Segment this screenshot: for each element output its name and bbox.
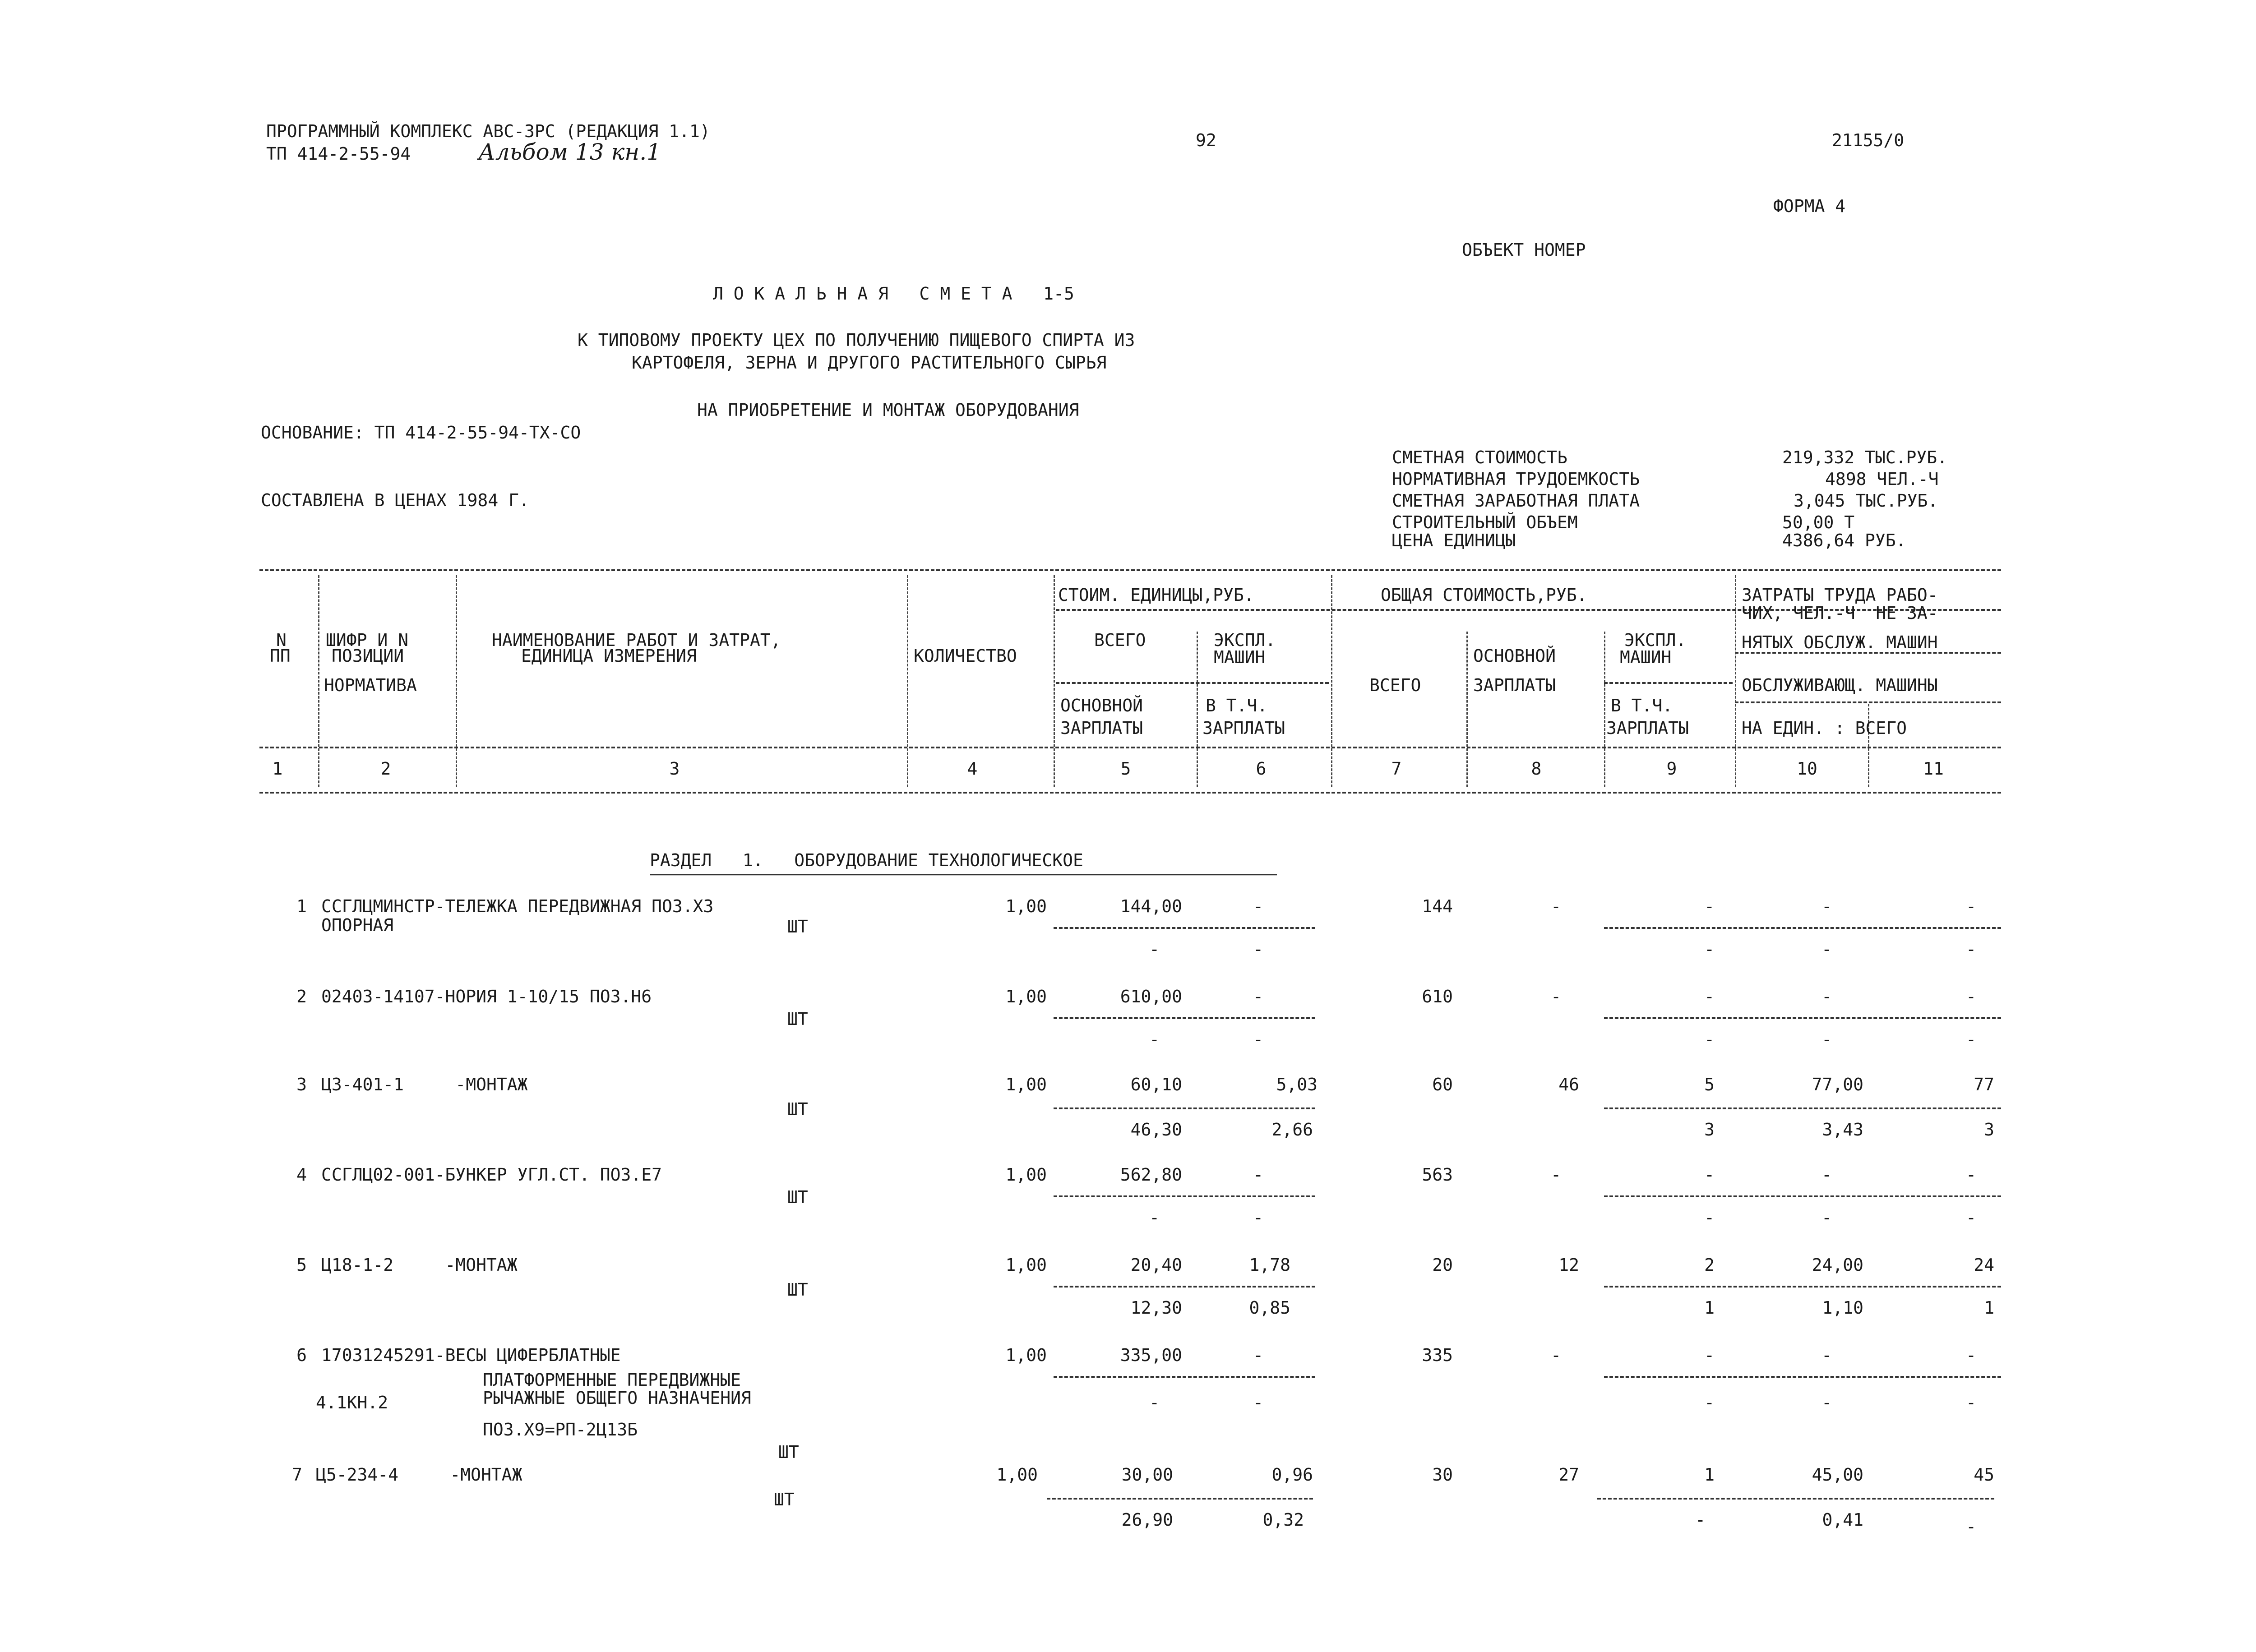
row-unit: ШТ <box>787 1187 808 1207</box>
summary-wage-label: СМЕТНАЯ ЗАРАБОТНАЯ ПЛАТА <box>1392 491 1640 511</box>
row-labor-total: - <box>1966 1345 1976 1365</box>
row-labor-unit-b: - <box>1821 1393 1832 1412</box>
col-unit-expl-1: ЭКСПЛ. <box>1214 630 1276 650</box>
basis-label: ОСНОВАНИЕ: ТП 414-2-55-94-ТХ-СО <box>261 423 581 443</box>
row-labor-unit: 45,00 <box>1812 1465 1863 1485</box>
row-labor-total-b: - <box>1966 1208 1976 1227</box>
row-total-basic: - <box>1551 987 1561 1006</box>
program-label: ПРОГРАММНЫЙ КОМПЛЕКС АВС-3РС (РЕДАКЦИЯ 1.1) <box>266 121 710 141</box>
col-labor-5: НА ЕДИН. : ВСЕГО <box>1742 718 1907 738</box>
row-unit-basic: 12,30 <box>1130 1298 1182 1318</box>
row-unit-all: 60,10 <box>1130 1075 1182 1094</box>
colnum-10: 10 <box>1797 759 1817 779</box>
vsep-6 <box>1331 575 1332 787</box>
row-sub-rule <box>1054 1286 1315 1287</box>
row-sub-rule <box>1054 1107 1315 1109</box>
row-qty: 1,00 <box>1005 896 1047 916</box>
row-sub-rule-right <box>1604 927 2001 929</box>
vsep-5 <box>1197 632 1198 787</box>
row-labor-unit: 77,00 <box>1812 1075 1863 1094</box>
row-labor-total: - <box>1966 1165 1976 1185</box>
row-labor-total-b: - <box>1966 1393 1976 1412</box>
col-labor-1: ЗАТРАТЫ ТРУДА РАБО- <box>1742 585 1938 605</box>
row-unit-all: 335,00 <box>1120 1345 1182 1365</box>
row-sub-rule <box>1054 927 1315 929</box>
colnum-5: 5 <box>1120 759 1131 779</box>
handwritten-note: Альбом 13 кн.1 <box>478 139 661 165</box>
summary-cost-label: СМЕТНАЯ СТОИМОСТЬ <box>1392 448 1567 467</box>
row-labor-unit-b: 3,43 <box>1822 1120 1863 1140</box>
row-code: 17031245291-ВЕСЫ ЦИФЕРБЛАТНЫЕ <box>321 1345 621 1365</box>
row-qty: 1,00 <box>1005 1345 1047 1365</box>
row-unit-incl: - <box>1253 1393 1263 1412</box>
row-sub-rule-right <box>1604 1017 2001 1019</box>
row-unit-incl: - <box>1253 1029 1263 1049</box>
row-unit-expl: - <box>1253 987 1263 1006</box>
row-labor-total-b: 1 <box>1984 1298 1994 1318</box>
row-code: ССГЛЦ02-001-БУНКЕР УГЛ.СТ. ПОЗ.Е7 <box>321 1165 662 1185</box>
row-labor-total-b: - <box>1966 939 1976 959</box>
row-unit-all: 30,00 <box>1121 1465 1173 1485</box>
row-labor-total: - <box>1966 896 1976 916</box>
row-unit-basic: 26,90 <box>1121 1510 1173 1530</box>
colnum-4: 4 <box>967 759 978 779</box>
section-underline <box>650 874 1277 879</box>
row-qty: 1,00 <box>996 1465 1038 1485</box>
title-line-3: НА ПРИОБРЕТЕНИЕ И МОНТАЖ ОБОРУДОВАНИЯ <box>697 400 1079 420</box>
colnum-3: 3 <box>669 759 680 779</box>
row-unit-basic: - <box>1149 1208 1160 1227</box>
col-total-basic-1: ОСНОВНОЙ <box>1473 646 1556 666</box>
row-code: Ц5-234-4 -МОНТАЖ <box>316 1465 522 1485</box>
header-sub-rule-3 <box>1604 682 1733 684</box>
row-unit-basic: - <box>1149 1393 1160 1412</box>
row-unit-incl: 0,32 <box>1262 1510 1304 1530</box>
header-sub-rule-2 <box>1056 682 1329 684</box>
row-labor-total: 77 <box>1974 1075 1994 1094</box>
row-total-expl: - <box>1704 1165 1715 1185</box>
row-labor-unit: - <box>1821 1165 1832 1185</box>
row-code: Ц3-401-1 -МОНТАЖ <box>321 1075 528 1094</box>
row-name-2: ОПОРНАЯ <box>321 915 394 935</box>
vsep-10 <box>1868 704 1869 787</box>
row-unit-expl: 1,78 <box>1249 1255 1290 1275</box>
col-total-expl-2: МАШИН <box>1620 647 1672 667</box>
row-name-2: ПЛАТФОРМЕННЫЕ ПЕРЕДВИЖНЫЕ <box>483 1370 741 1390</box>
col-name-1: НАИМЕНОВАНИЕ РАБОТ И ЗАТРАТ, <box>492 630 781 650</box>
summary-wage-value: 3,045 ТЫС.РУБ. <box>1794 491 1938 511</box>
row-total-basic: - <box>1551 1165 1561 1185</box>
header-sub-rule-5 <box>1735 701 2001 703</box>
summary-labor-value: 4898 ЧЕЛ.-Ч <box>1825 469 1939 489</box>
row-total-expl: - <box>1704 896 1715 916</box>
row-total-expl: 5 <box>1704 1075 1715 1094</box>
estimate-title: Л О К А Л Ь Н А Я С М Е Т А 1-5 <box>713 284 1074 304</box>
row-total-incl: - <box>1704 1029 1715 1049</box>
col-total-incl-1: В Т.Ч. <box>1611 696 1673 715</box>
summary-cost-value: 219,332 ТЫС.РУБ. <box>1782 448 1948 467</box>
row-unit: ШТ <box>787 1099 808 1119</box>
row-total-expl: 1 <box>1704 1465 1715 1485</box>
row-total-basic: 12 <box>1558 1255 1579 1275</box>
row-total-incl: 1 <box>1704 1298 1715 1318</box>
vsep-2 <box>456 575 457 787</box>
row-qty: 1,00 <box>1005 1165 1047 1185</box>
row-sub-rule <box>1054 1376 1315 1378</box>
colnum-2: 2 <box>380 759 391 779</box>
summary-volume-label: СТРОИТЕЛЬНЫЙ ОБЪЕМ <box>1392 512 1578 532</box>
row-sub-rule-right <box>1604 1286 2001 1287</box>
row-unit-expl: - <box>1253 896 1263 916</box>
row-unit-basic: - <box>1149 939 1160 959</box>
row-number: 4 <box>296 1165 307 1185</box>
row-unit-all: 144,00 <box>1120 896 1182 916</box>
row-name-3: РЫЧАЖНЫЕ ОБЩЕГО НАЗНАЧЕНИЯ <box>483 1388 751 1408</box>
col-unit-expl-2: МАШИН <box>1214 647 1266 667</box>
col-total-basic-2: ЗАРПЛАТЫ <box>1473 675 1556 695</box>
row-sub-rule-right <box>1604 1195 2001 1197</box>
row-total-incl: - <box>1704 939 1715 959</box>
header-top-rule <box>259 569 2001 571</box>
row-total-basic: 46 <box>1558 1075 1579 1094</box>
colnum-8: 8 <box>1531 759 1542 779</box>
tp-label: ТП 414-2-55-94 <box>266 144 411 164</box>
row-sub-rule <box>1047 1498 1313 1500</box>
row-unit: ШТ <box>787 917 808 937</box>
colnum-7: 7 <box>1391 759 1402 779</box>
vsep-9 <box>1735 575 1736 787</box>
header-bottom-rule <box>259 747 2001 748</box>
row-labor-total-b: - <box>1966 1517 1976 1537</box>
row-labor-unit-b: - <box>1821 939 1832 959</box>
row-labor-unit-b: - <box>1821 1029 1832 1049</box>
row-qty: 1,00 <box>1005 1255 1047 1275</box>
col-unit-incl-2: ЗАРПЛАТЫ <box>1202 718 1285 738</box>
row-number: 3 <box>296 1075 307 1094</box>
row-labor-total-b: 3 <box>1984 1120 1994 1140</box>
row-code: 02403-14107-НОРИЯ 1-10/15 ПОЗ.Н6 <box>321 987 652 1006</box>
row-unit: ШТ <box>778 1442 799 1462</box>
col-unit-incl-1: В Т.Ч. <box>1206 696 1268 715</box>
row-qty: 1,00 <box>1005 1075 1047 1094</box>
colnum-11: 11 <box>1923 759 1944 779</box>
form-label: ФОРМА 4 <box>1773 196 1846 216</box>
row-unit-incl: 0,85 <box>1249 1298 1290 1318</box>
vsep-7 <box>1466 632 1468 787</box>
row-unit: ШТ <box>787 1280 808 1300</box>
col-name-2: ЕДИНИЦА ИЗМЕРЕНИЯ <box>521 646 697 666</box>
row-total-incl: - <box>1704 1208 1715 1227</box>
prices-label: СОСТАВЛЕНА В ЦЕНАХ 1984 Г. <box>261 490 529 510</box>
row-unit-expl: 0,96 <box>1271 1465 1313 1485</box>
col-labor-4: ОБСЛУЖИВАЮЩ. МАШИНЫ <box>1742 675 1938 695</box>
col-code-2: ПОЗИЦИИ <box>332 646 404 666</box>
row-total-expl: - <box>1704 987 1715 1006</box>
row-number: 6 <box>296 1345 307 1365</box>
col-qty: КОЛИЧЕСТВО <box>914 646 1017 666</box>
row-labor-total: 45 <box>1974 1465 1994 1485</box>
object-label: ОБЪЕКТ НОМЕР <box>1462 240 1586 260</box>
row-labor-total: 24 <box>1974 1255 1994 1275</box>
row-total: 335 <box>1422 1345 1453 1365</box>
row-unit-all: 562,80 <box>1120 1165 1182 1185</box>
row-sub-rule-right <box>1604 1107 2001 1109</box>
row-unit-expl: - <box>1253 1165 1263 1185</box>
col-labor-2: ЧИХ, ЧЕЛ.-Ч НЕ ЗА- <box>1742 603 1938 623</box>
row-unit-basic: - <box>1149 1029 1160 1049</box>
row-unit-incl: - <box>1253 1208 1263 1227</box>
col-total-expl-1: ЭКСПЛ. <box>1624 630 1687 650</box>
row-code: ССГЛЦМИНСТР-ТЕЛЕЖКА ПЕРЕДВИЖНАЯ ПОЗ.Х3 <box>321 896 714 916</box>
row-labor-total: - <box>1966 987 1976 1006</box>
col-unit-all: ВСЕГО <box>1094 630 1146 650</box>
row-unit: ШТ <box>787 1009 808 1029</box>
row-unit-expl: - <box>1253 1345 1263 1365</box>
row-total-expl: - <box>1704 1345 1715 1365</box>
row-total-basic: 27 <box>1558 1465 1579 1485</box>
col-unit-cost: СТОИМ. ЕДИНИЦЫ,РУБ. <box>1058 585 1254 605</box>
section-title: РАЗДЕЛ 1. ОБОРУДОВАНИЕ ТЕХНОЛОГИЧЕСКОЕ <box>650 850 1083 870</box>
colnum-1: 1 <box>272 759 283 779</box>
row-total-basic: - <box>1551 1345 1561 1365</box>
row-unit-all: 20,40 <box>1130 1255 1182 1275</box>
row-total: 20 <box>1432 1255 1453 1275</box>
col-n: N <box>276 630 287 650</box>
col-total-all: ВСЕГО <box>1369 675 1421 695</box>
row-sub-rule-right <box>1604 1376 2001 1378</box>
title-line-1: К ТИПОВОМУ ПРОЕКТУ ЦЕХ ПО ПОЛУЧЕНИЮ ПИЩЕВОГО СПИРТА ИЗ <box>578 330 1135 350</box>
row-code: Ц18-1-2 -МОНТАЖ <box>321 1255 518 1275</box>
row-total: 30 <box>1432 1465 1453 1485</box>
row-extra: 4.1КН.2 <box>316 1393 388 1412</box>
page-number: 92 <box>1196 130 1216 150</box>
row-number: 5 <box>296 1255 307 1275</box>
row-unit-incl: 2,66 <box>1271 1120 1313 1140</box>
row-total-incl: - <box>1695 1510 1706 1530</box>
title-line-2: КАРТОФЕЛЯ, ЗЕРНА И ДРУГОГО РАСТИТЕЛЬНОГО СЫРЬЯ <box>632 353 1107 373</box>
vsep-3 <box>907 575 908 787</box>
col-unit-basic-2: ЗАРПЛАТЫ <box>1060 718 1143 738</box>
vsep-4 <box>1054 575 1055 787</box>
row-labor-unit: - <box>1821 896 1832 916</box>
summary-volume-value: 50,00 Т <box>1782 512 1855 532</box>
row-total: 60 <box>1432 1075 1453 1094</box>
row-unit: ШТ <box>774 1490 795 1509</box>
row-labor-unit: 24,00 <box>1812 1255 1863 1275</box>
row-labor-total-b: - <box>1966 1029 1976 1049</box>
row-total-incl: - <box>1704 1393 1715 1412</box>
row-labor-unit-b: 1,10 <box>1822 1298 1863 1318</box>
row-total-expl: 2 <box>1704 1255 1715 1275</box>
colnum-6: 6 <box>1256 759 1267 779</box>
col-unit-basic-1: ОСНОВНОЙ <box>1060 696 1143 715</box>
row-number: 7 <box>292 1465 302 1485</box>
summary-unit-value: 4386,64 РУБ. <box>1782 531 1906 550</box>
col-labor-3: НЯТЫХ ОБСЛУЖ. МАШИН <box>1742 632 1938 652</box>
col-pp: ПП <box>270 646 291 666</box>
col-total-cost: ОБЩАЯ СТОИМОСТЬ,РУБ. <box>1381 585 1587 605</box>
row-total: 610 <box>1422 987 1453 1006</box>
col-total-incl-2: ЗАРПЛАТЫ <box>1606 718 1689 738</box>
row-total: 144 <box>1422 896 1453 916</box>
row-unit-expl: 5,03 <box>1276 1075 1318 1094</box>
row-labor-unit-b: - <box>1821 1208 1832 1227</box>
row-total: 563 <box>1422 1165 1453 1185</box>
row-sub-rule-right <box>1597 1498 1994 1500</box>
row-sub-rule <box>1054 1195 1315 1197</box>
summary-unit-label: ЦЕНА ЕДИНИЦЫ <box>1392 531 1516 550</box>
row-total-incl: 3 <box>1704 1120 1715 1140</box>
row-number: 2 <box>296 987 307 1006</box>
colnum-bottom-rule <box>259 792 2001 794</box>
col-code-3: НОРМАТИВА <box>324 675 417 695</box>
row-unit-all: 610,00 <box>1120 987 1182 1006</box>
col-code-1: ШИФР И N <box>326 630 409 650</box>
summary-labor-label: НОРМАТИВНАЯ ТРУДОЕМКОСТЬ <box>1392 469 1640 489</box>
row-sub-rule <box>1054 1017 1315 1019</box>
colnum-9: 9 <box>1666 759 1677 779</box>
row-qty: 1,00 <box>1005 987 1047 1006</box>
row-name-4: ПОЗ.Х9=РП-2Ц13Б <box>483 1420 638 1440</box>
row-total-basic: - <box>1551 896 1561 916</box>
row-labor-unit: - <box>1821 987 1832 1006</box>
vsep-1 <box>318 575 319 787</box>
row-unit-basic: 46,30 <box>1130 1120 1182 1140</box>
row-unit-incl: - <box>1253 939 1263 959</box>
row-labor-unit-b: 0,41 <box>1822 1510 1863 1530</box>
vsep-8 <box>1604 632 1605 787</box>
row-labor-unit: - <box>1821 1345 1832 1365</box>
row-number: 1 <box>296 896 307 916</box>
doc-number: 21155/0 <box>1832 130 1905 150</box>
